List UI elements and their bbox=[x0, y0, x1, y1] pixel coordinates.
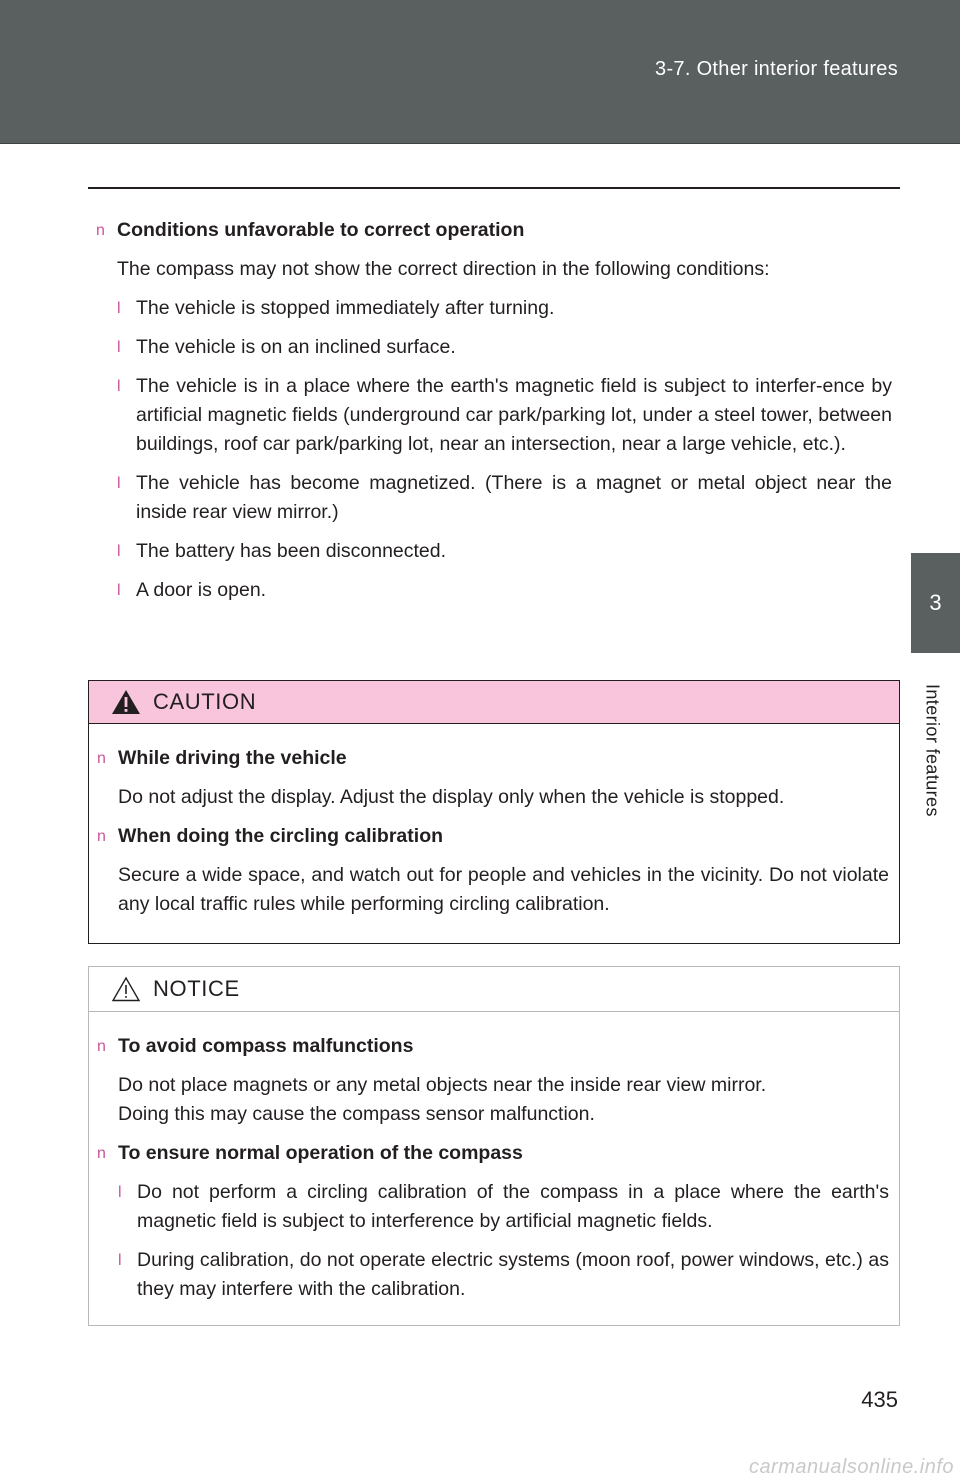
list-item-text: The vehicle is stopped immediately after turning. bbox=[136, 297, 555, 319]
notice-box bbox=[88, 966, 900, 1326]
notice-title: NOTICE bbox=[153, 976, 240, 1001]
chapter-label bbox=[909, 670, 955, 830]
caution-item-text: Do not adjust the display. Adjust the display only when the vehicle is stopped. bbox=[118, 786, 785, 808]
main-content bbox=[96, 216, 892, 615]
bullet-marker: l bbox=[118, 1184, 122, 1201]
notice-item-text: Do not place magnets or any metal objects near the inside rear view mirror. bbox=[118, 1074, 767, 1096]
notice-icon bbox=[111, 976, 141, 1002]
heading-text: To ensure normal operation of the compass bbox=[118, 1142, 523, 1164]
list-item bbox=[97, 1246, 889, 1304]
bullet-marker: l bbox=[117, 543, 121, 560]
bullet-marker: l bbox=[117, 378, 121, 395]
notice-body bbox=[89, 1012, 899, 1334]
section-title: 3-7. Other interior features bbox=[655, 58, 898, 80]
notice-item-heading bbox=[97, 1139, 889, 1168]
chapter-tab bbox=[911, 553, 960, 653]
section-marker: n bbox=[96, 222, 105, 239]
header-rule bbox=[88, 187, 900, 189]
bullet-marker: l bbox=[117, 582, 121, 599]
page-number: 435 bbox=[861, 1387, 898, 1412]
notice-header bbox=[89, 967, 899, 1012]
caution-item-heading bbox=[97, 822, 889, 851]
list-item bbox=[97, 1178, 889, 1236]
list-item bbox=[96, 576, 892, 605]
chapter-title: Interior features bbox=[922, 683, 943, 817]
warning-icon bbox=[111, 689, 141, 715]
list-item bbox=[96, 294, 892, 323]
caution-box bbox=[88, 680, 900, 944]
heading-text: While driving the vehicle bbox=[118, 747, 347, 769]
caution-body bbox=[89, 724, 899, 949]
bullet-marker: l bbox=[118, 1252, 122, 1269]
bullet-marker: l bbox=[117, 339, 121, 356]
notice-item-text: Doing this may cause the compass sensor malfunction. bbox=[118, 1103, 595, 1125]
list-item-text: The vehicle has become magnetized. (There is a magnet or metal object near the inside rear view mirror.) bbox=[136, 472, 892, 523]
caution-item-heading bbox=[97, 744, 889, 773]
bullet-marker: l bbox=[117, 475, 121, 492]
bullet-marker: l bbox=[117, 300, 121, 317]
list-item bbox=[96, 372, 892, 459]
section-marker: n bbox=[97, 1145, 106, 1162]
list-item bbox=[96, 469, 892, 527]
notice-item-heading bbox=[97, 1032, 889, 1061]
list-item bbox=[96, 537, 892, 566]
list-item-text: The vehicle is on an inclined surface. bbox=[136, 336, 456, 358]
heading-text: Conditions unfavorable to correct operation bbox=[117, 219, 525, 241]
list-item-text: The battery has been disconnected. bbox=[136, 540, 447, 562]
intro-text: The compass may not show the correct direction in the following conditions: bbox=[117, 258, 770, 280]
list-item-text: The vehicle is in a place where the earth's magnetic field is subject to interfer-ence by artificial magnetic fields (underground car park/parking lot, under a steel tower, between buildings, roof car park/parking lot, near an intersection, near a large vehicle, etc.). bbox=[136, 375, 892, 455]
page-header bbox=[0, 0, 960, 144]
caution-header bbox=[89, 681, 899, 724]
caution-title: CAUTION bbox=[153, 689, 257, 714]
section-marker: n bbox=[97, 828, 106, 845]
list-item bbox=[96, 333, 892, 362]
watermark: carmanualsonline.info bbox=[748, 1456, 954, 1478]
list-item-text: A door is open. bbox=[136, 579, 267, 601]
section-marker: n bbox=[97, 1038, 106, 1055]
chapter-number: 3 bbox=[929, 590, 942, 615]
caution-item-text: Secure a wide space, and watch out for people and vehicles in the vicinity. Do not violate any local traffic rules while performing circling calibration. bbox=[118, 864, 889, 915]
heading-text: To avoid compass malfunctions bbox=[118, 1035, 414, 1057]
list-item-text: Do not perform a circling calibration of the compass in a place where the earth's magnetic field is subject to interference by artificial magnetic fields. bbox=[137, 1181, 889, 1232]
section-marker: n bbox=[97, 750, 106, 767]
heading-text: When doing the circling calibration bbox=[118, 825, 444, 847]
list-item-text: During calibration, do not operate electric systems (moon roof, power windows, etc.) as they may interfere with the calibration. bbox=[137, 1249, 889, 1300]
section-heading bbox=[96, 216, 892, 245]
